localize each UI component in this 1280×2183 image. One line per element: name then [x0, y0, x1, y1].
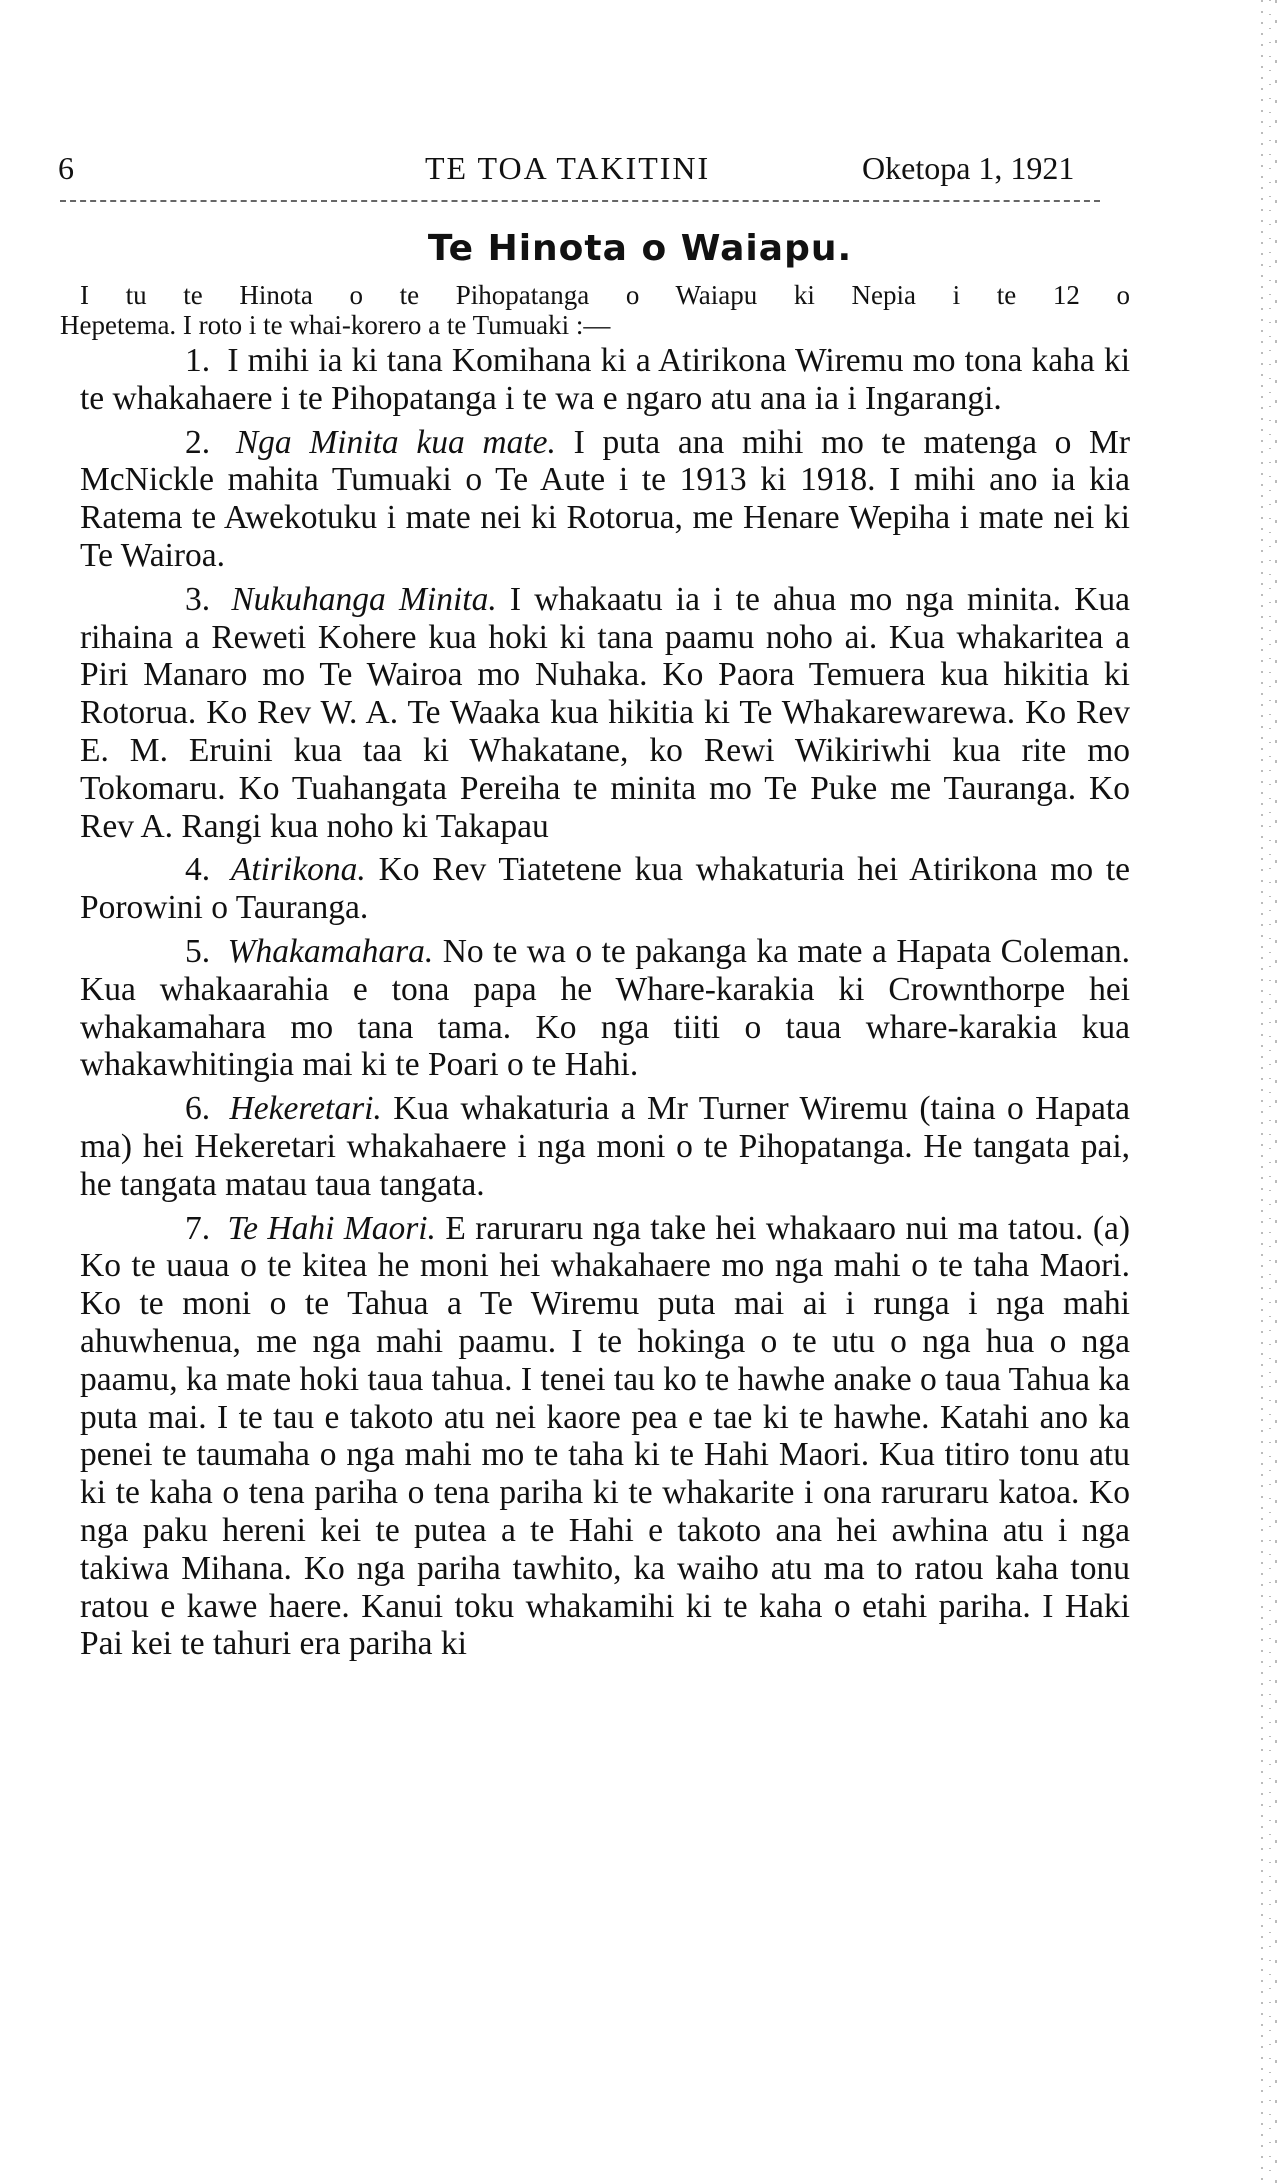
paragraph-number: 7.	[185, 1209, 211, 1247]
publication-title: TE TOA TAKITINI	[425, 150, 711, 186]
intro-line-1: I tu te Hinota o te Pihopatanga o Waiapu ki Nepia i te 12 o	[80, 280, 1130, 310]
paragraph-number: 2.	[185, 423, 211, 461]
paragraph-text: I whakaatu ia i te ahua mo nga minita. Kua rihaina a Reweti Kohere kua hoki ki tana paamu noho ai. Kua whakaritea a Piri Manaro mo Te Wairoa mo Nuhaka. Ko Paora Temuera kua hikitia ki Rotorua. Ko Rev W. A. Te Waaka kua hikitia ki Te Whakarewarewa. Ko Rev E. M. Eruini kua taa ki Whakatane, ko Rewi Wikiriwhi kua rite mo Tokomaru. Ko Tuahangata Pereiha te minita mo Te Puke me Tauranga. Ko Rev A. Rangi kua noho ki Takapau	[80, 580, 1131, 845]
article-body	[80, 342, 1130, 1669]
header-rule	[60, 200, 1100, 202]
paragraph-text: Kua whakaturia a Mr Turner Wiremu (taina o Hapata ma) hei Hekeretari whakahaere i nga moni o te Pihopatanga. He tangata pai, he tangata matau taua tangata.	[80, 1090, 1131, 1203]
paragraph-number: 4.	[185, 851, 211, 889]
issue-date: Oketopa 1, 1921	[862, 150, 1075, 186]
scan-edge-marks	[1252, 0, 1280, 2183]
paragraph-text: I mihi ia ki tana Komihana ki a Atirikona Wiremu mo tona kaha ki te whakahaere i te Pihopatanga i te wa e ngaro atu ana ia i Ingarangi.	[80, 342, 1131, 417]
paragraph-2	[80, 424, 1130, 575]
paragraph-heading: Nukuhanga Minita.	[231, 580, 497, 618]
paragraph-heading: Nga Minita kua mate.	[235, 423, 556, 461]
article-title: Te Hinota o Waiapu.	[427, 228, 853, 269]
paragraph-heading: Hekeretari.	[229, 1090, 382, 1128]
paragraph-heading: Te Hahi Maori.	[227, 1209, 436, 1247]
paragraph-number: 6.	[185, 1090, 211, 1128]
paragraph-6	[80, 1090, 1130, 1203]
paragraph-4	[80, 851, 1130, 927]
paragraph-text: No te wa o te pakanga ka mate a Hapata Coleman. Kua whakaarahia e tona papa he Whare-karakia ki Crownthorpe hei whakamahara mo tana tama. Ko nga tiiti o taua whare-karakia kua whakawhitingia mai ki te Poari o te Hahi.	[80, 932, 1131, 1084]
paragraph-7	[80, 1210, 1130, 1664]
paragraph-3	[80, 581, 1130, 846]
paragraph-text: Ko Rev Tiatetene kua whakaturia hei Atirikona mo te Porowini o Tauranga.	[80, 851, 1131, 927]
paragraph-1	[80, 342, 1130, 418]
paragraph-heading: Whakamahara.	[227, 932, 434, 970]
paragraph-text: I puta ana mihi mo te matenga o Mr McNickle mahita Tumuaki o Te Aute i te 1913 ki 1918. I mihi ano ia kia Ratema te Awekotuku i mate nei ki Rotorua, me Henare Wepiha i mate nei ki Te Wairoa.	[80, 423, 1130, 574]
paragraph-heading: Atirikona.	[230, 851, 366, 889]
paragraph-number: 1.	[185, 342, 211, 379]
paragraph-5	[80, 933, 1130, 1084]
paragraph-number: 3.	[185, 580, 211, 618]
paragraph-text: E raruraru nga take hei whakaaro nui ma tatou. (a) Ko te uaua o te kitea he moni hei whakahaere mo nga mahi o te taha Maori. Ko te moni o te Tahua a Te Wiremu puta mai ai i runga i nga mahi ahuwhenua, me nga mahi paamu. I te hokinga o te utu o nga hua o nga paamu, ka mate hoki taua tahua. I tenei tau ko te hawhe anake o taua Tahua ka puta mai. I te tau e takoto atu nei kaore pea e tae ki te hawhe. Katahi ano ka penei te taumaha o nga mahi mo te taha ki te Hahi Maori. Kua titiro tonu atu ki te kaha o tena pariha o tena pariha ki te whakarite i ona raruraru katoa. Ko nga paku hereni kei te putea a te Hahi e takoto ana hei awhina atu i nga takiwa Mihana. Ko nga pariha tawhito, ka waiho atu ma to ratou kaha tonu ratou e kawe haere. Kanui toku whakamihi ki te kaha o etahi pariha. I Haki Pai kei te tahuri era pariha ki	[80, 1209, 1130, 1663]
article-intro	[60, 280, 1130, 340]
paragraph-number: 5.	[185, 932, 211, 970]
page-number: 6	[58, 150, 74, 186]
intro-line-2: Hepetema. I roto i te whai-korero a te Tumuaki :—	[60, 310, 611, 340]
